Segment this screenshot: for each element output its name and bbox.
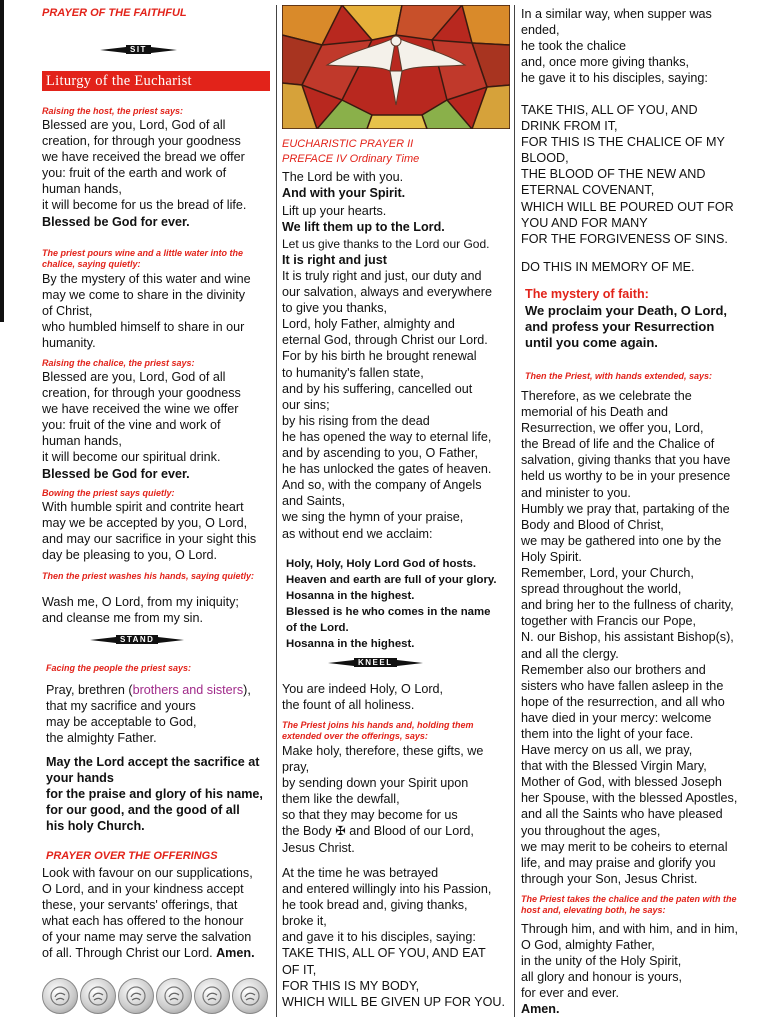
- rubric: Raising the host, the priest says:: [42, 106, 184, 116]
- prayer-text: Look with favour on our supplications, O Lord, and in your kindness accept these, your servants' offerings, that what each has offered to the honour of your name may serve the salvation of all. Through Christ our Lord. Amen.: [42, 866, 255, 961]
- rubric: Bowing the priest says quietly:: [42, 488, 175, 498]
- dialogue-response: And with your Spirit.: [282, 186, 406, 200]
- arrow-left-icon: [328, 660, 354, 666]
- posture-label: KNEEL: [354, 658, 397, 667]
- prayer-text: Wash me, O Lord, from my iniquity; and cleanse me from my sin.: [42, 595, 239, 626]
- column-2: [282, 0, 512, 1024]
- mystery-of-faith-heading: The mystery of faith:: [525, 287, 649, 301]
- dialogue-line: Lift up your hearts.: [282, 204, 387, 218]
- prayer-text: With humble spirit and contrite heart may we be accepted by you, O Lord, and may our sacrifice in your sight this day be pleasing to you, O Lord.: [42, 500, 257, 563]
- rubric: Facing the people the priest says:: [46, 663, 192, 673]
- response-text: Blessed be God for ever.: [42, 215, 190, 229]
- prayer-text: Blessed are you, Lord, God of all creation, for through your goodness we have received the wine we offer you: fruit of the vine and work of human hands, it will become our spiritual drink.: [42, 370, 241, 465]
- coin-strip: [42, 978, 268, 1014]
- rubric: The Priest takes the chalice and the paten with the host and, elevating both, he says:: [521, 894, 737, 915]
- anamnesis-text: Therefore, as we celebrate the memorial of his Death and Resurrection, we offer you, Lord, the Bread of life and the Chalice of salvation, giving thanks that you have held us worthy to be in your presence and minister to you. Humbly we pray that, partaking of the Body and Blood of Christ, we may be gathered into one by the Holy Spirit. Remember, Lord, your Church, spread throughout the world, and bring her to the fullness of charity, together with Francis our Pope, N. our Bishop, his assistant Bishop(s), and all the clergy. Remember also our brothers and sisters who have fallen asleep in the hope of the resurrection, and all who have died in your mercy: welcome them into the light of your face. Have mercy on us all, we pray, that with the Blessed Virgin Mary, Mother of God, with blessed Joseph her Spouse, with the blessed Apostles, and all the Saints who have pleased you throughout the ages, we may merit to be coheirs to eternal life, and may praise and glorify you through your Son, Jesus Christ.: [521, 389, 738, 886]
- coin-icon: [232, 978, 268, 1014]
- prayer-of-the-faithful-heading: PRAYER OF THE FAITHFUL: [42, 7, 187, 19]
- dialogue-response: It is right and just: [282, 253, 387, 267]
- dialogue-line: The Lord be with you.: [282, 170, 404, 184]
- response-text: Blessed be God for ever.: [42, 467, 190, 481]
- posture-kneel-marker: [328, 658, 423, 667]
- institution-narrative-bread: At the time he was betrayed and entered willingly into his Passion, he took bread and, giving thanks, broke it, and gave it to his disciples, saying: TAKE THIS, ALL OF YOU, AND EAT OF IT, FOR THIS IS MY BODY, WHICH WILL BE GIVEN UP FOR YOU.: [282, 866, 505, 1009]
- consecration-words: DO THIS IN MEMORY OF ME.: [521, 260, 695, 274]
- amen-response: Amen.: [521, 1002, 560, 1016]
- prayer-text: Pray, brethren (brothers and sisters), that my sacrifice and yours may be acceptable to God, the almighty Father.: [46, 683, 251, 746]
- prayer-over-offerings-heading: PRAYER OVER THE OFFERINGS: [46, 850, 218, 862]
- posture-stand-marker: [90, 635, 184, 644]
- liturgy-banner: Liturgy of the Eucharist: [42, 71, 270, 91]
- coin-icon: [156, 978, 192, 1014]
- posture-sit-marker: [100, 45, 177, 54]
- arrow-right-icon: [158, 637, 184, 643]
- prayer-text: Blessed are you, Lord, God of all creation, for through your goodness we have received the bread we offer you: fruit of the earth and work of human hands, it will become for us the bread of life.: [42, 118, 247, 213]
- column-divider: [276, 5, 277, 1017]
- dialogue-response: We lift them up to the Lord.: [282, 220, 445, 234]
- rubric: Raising the chalice, the priest says:: [42, 358, 195, 368]
- posture-label: SIT: [126, 45, 151, 54]
- posture-label: STAND: [116, 635, 158, 644]
- consecration-words: TAKE THIS, ALL OF YOU, AND DRINK FROM IT, FOR THIS IS THE CHALICE OF MY BLOOD, THE BLOOD OF THE NEW AND ETERNAL COVENANT, WHICH WILL BE POURED OUT FOR YOU AND FOR MANY FOR THE FORGIVENESS OF SINS.: [521, 103, 734, 246]
- doxology-text: Through him, and with him, and in him, O God, almighty Father, in the unity of the Holy Spirit, all glory and honour is yours, for ever and ever.: [521, 922, 738, 1001]
- rubric: Then the Priest, with hands extended, says:: [525, 371, 713, 381]
- column-divider: [514, 5, 515, 1017]
- column-3: [521, 0, 755, 1024]
- epiclesis-text: Make holy, therefore, these gifts, we pray, by sending down your Spirit upon them like the dewfall, so that they may become for us the Body ✠ and Blood of our Lord, Jesus Christ.: [282, 744, 484, 855]
- response-text: May the Lord accept the sacrifice at your hands for the praise and glory of his name, for our good, and the good of all his holy Church.: [46, 755, 263, 834]
- arrow-right-icon: [397, 660, 423, 666]
- column-1: [42, 0, 270, 1024]
- sanctus-text: Holy, Holy, Holy Lord God of hosts. Heaven and earth are full of your glory. Hosanna in the highest. Blessed is he who comes in the name of the Lord. Hosanna in the highest.: [286, 558, 497, 651]
- page-edge-bar: [0, 0, 4, 322]
- amen-response: Amen.: [216, 946, 255, 961]
- preface-text: It is truly right and just, our duty and our salvation, always and everywhere to give you thanks, Lord, holy Father, almighty and eternal God, through Christ our Lord. For by his birth he brought renewal to humanity's fallen state, and by his suffering, cancelled out our sins; by his rising from the dead he has opened the way to eternal life, and by ascending to you, O Father, he has unlocked the gates of heaven. And so, with the company of Angels and Saints, we sing the hymn of your praise, as without end we acclaim:: [282, 269, 493, 541]
- acclamation-text: We proclaim your Death, O Lord, and profess your Resurrection until you come again.: [525, 303, 728, 351]
- coin-icon: [118, 978, 154, 1014]
- coin-icon: [42, 978, 78, 1014]
- institution-narrative-chalice: In a similar way, when supper was ended, he took the chalice and, once more giving thanks, he gave it to his disciples, saying:: [521, 7, 712, 86]
- eucharistic-prayer-heading: EUCHARISTIC PRAYER II: [282, 138, 414, 150]
- preface-heading: PREFACE IV Ordinary Time: [282, 153, 420, 165]
- rubric: Then the priest washes his hands, saying quietly:: [42, 571, 255, 581]
- rubric: The Priest joins his hands and, holding them extended over the offerings, says:: [282, 720, 474, 741]
- rubric: The priest pours wine and a little water into the chalice, saying quietly:: [42, 248, 244, 269]
- arrow-right-icon: [151, 47, 177, 53]
- arrow-left-icon: [100, 47, 126, 53]
- coin-icon: [194, 978, 230, 1014]
- dialogue-line: Let us give thanks to the Lord our God.: [282, 237, 490, 251]
- prayer-text: You are indeed Holy, O Lord, the fount of all holiness.: [282, 682, 444, 713]
- arrow-left-icon: [90, 637, 116, 643]
- prayer-text: By the mystery of this water and wine may we come to share in the divinity of Christ, who humbled himself to share in our humanity.: [42, 272, 251, 351]
- coin-icon: [80, 978, 116, 1014]
